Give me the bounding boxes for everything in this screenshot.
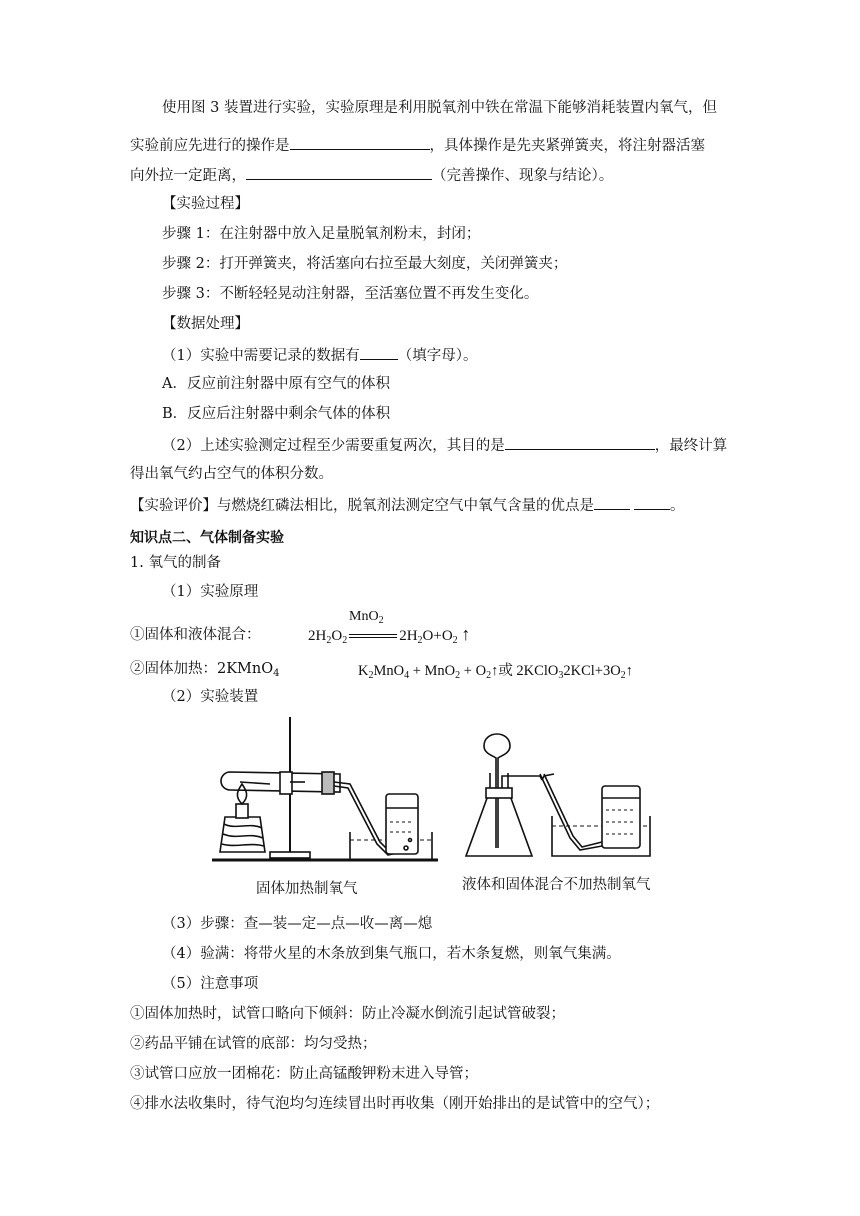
step-1 [162,224,480,244]
option-b [162,404,390,424]
equation-2-formula: $K_2MnO_4 + MnO_2$ + $O_2↑$或 $2KClO_32KCl+3O_2↑$ [358,663,633,681]
text: （5）注意事项 [162,976,259,992]
note-4 [130,1094,659,1114]
text: （3）步骤：查—装—定—点—收—离—熄 [162,916,433,932]
text: 【实验评价】与燃烧红磷法相比，脱氧剂法测定空气中氧气含量的优点是 [130,498,594,514]
text: （填字母）。 [397,348,478,364]
step-text: 步骤 3：不断轻轻晃动注射器，至活塞位置不再发生变化。 [162,286,539,302]
item-1 [130,553,221,573]
question-2-cont [130,464,333,484]
process-heading [162,194,249,214]
question-1 [162,344,477,366]
equation-1-formula: $2H_2O_2$ $2H_2O+O_2$ ↑ [308,624,471,646]
check-full-line [162,944,621,964]
answer-blank[interactable] [246,164,432,180]
section-heading [130,528,284,548]
option-a [162,374,390,394]
text: ，具体操作是先夹紧弹簧夹，将注射器活塞 [429,138,705,154]
note-2 [130,1034,377,1054]
text: 使用图 3 装置进行实验，实验原理是利用脱氧剂中铁在常温下能够消耗装置内氧气，但 [162,100,717,116]
option-text: B．反应后注射器中剩余气体的体积 [162,406,391,422]
note-1 [130,1004,565,1024]
paragraph-line-1 [162,98,717,118]
step-2 [162,254,567,274]
option-text: A．反应前注射器中原有空气的体积 [162,376,390,392]
text: 得出氧气约占空气的体积分数。 [130,466,333,482]
paragraph-line-2 [130,134,705,156]
text: ②药品平铺在试管的底部：均匀受热； [130,1036,377,1052]
step-text: 步骤 1：在注射器中放入足量脱氧剂粉末，封闭； [162,226,481,242]
text: （2）实验装置 [162,689,259,705]
item-text: 1. 氧气的制备 [130,555,221,571]
steps-line [162,914,432,934]
text: （4）验满：将带火星的木条放到集气瓶口，若木条复燃，则氧气集满。 [162,946,621,962]
liquid-solid-apparatus-figure [462,728,662,863]
text: 实验前应先进行的操作是 [130,138,290,154]
catalyst-label: MnO$_2$ [349,609,384,626]
equation-2: ②固体加热：2KMnO$_4$ [130,661,280,679]
answer-blank[interactable] [290,134,430,150]
notes-heading [162,974,258,994]
equation-1 [130,625,261,645]
principle-heading [162,582,258,602]
text: （完善操作、现象与结论）。 [432,168,614,184]
text: ①固体加热时，试管口略向下倾斜：防止冷凝水倒流引起试管破裂； [130,1006,565,1022]
equation-label: ②固体加热：2KMnO [130,661,274,677]
step-3 [162,284,538,304]
text: ，最终计算 [654,438,728,454]
equation-label: ①固体和液体混合： [130,627,261,643]
answer-blank[interactable] [360,344,398,360]
text: 向外拉一定距离， [130,168,246,184]
solid-heating-apparatus-figure [210,712,440,867]
heading-text: 【实验过程】 [162,196,249,212]
step-text: 步骤 2：打开弹簧夹，将活塞向右拉至最大刻度，关闭弹簧夹； [162,256,568,272]
evaluation: 【实验评价】与燃烧红磷法相比，脱氧剂法测定空气中氧气含量的优点是 。 [130,494,685,516]
text: ③试管口应放一团棉花：防止高锰酸钾粉末进入导管； [130,1066,478,1082]
answer-blank[interactable] [505,434,655,450]
text: （1）实验原理 [162,584,259,600]
answer-blank[interactable] [594,494,630,510]
text: ④排水法收集时，待气泡均匀连续冒出时再收集（刚开始排出的是试管中的空气）； [130,1096,660,1112]
apparatus-heading [162,687,258,707]
caption-left: 固体加热制氧气 [256,881,358,897]
heading-text: 【数据处理】 [162,316,249,332]
paragraph-line-3 [130,164,613,186]
data-heading [162,314,249,334]
note-3 [130,1064,478,1084]
question-2 [162,434,727,456]
answer-blank[interactable] [634,494,670,510]
text: （2）上述实验测定过程至少需要重复两次，其目的是 [162,438,505,454]
heading-text: 知识点二、气体制备实验 [130,530,284,546]
text: （1）实验中需要记录的数据有 [162,348,360,364]
caption-right: 液体和固体混合不加热制氧气 [462,877,651,893]
